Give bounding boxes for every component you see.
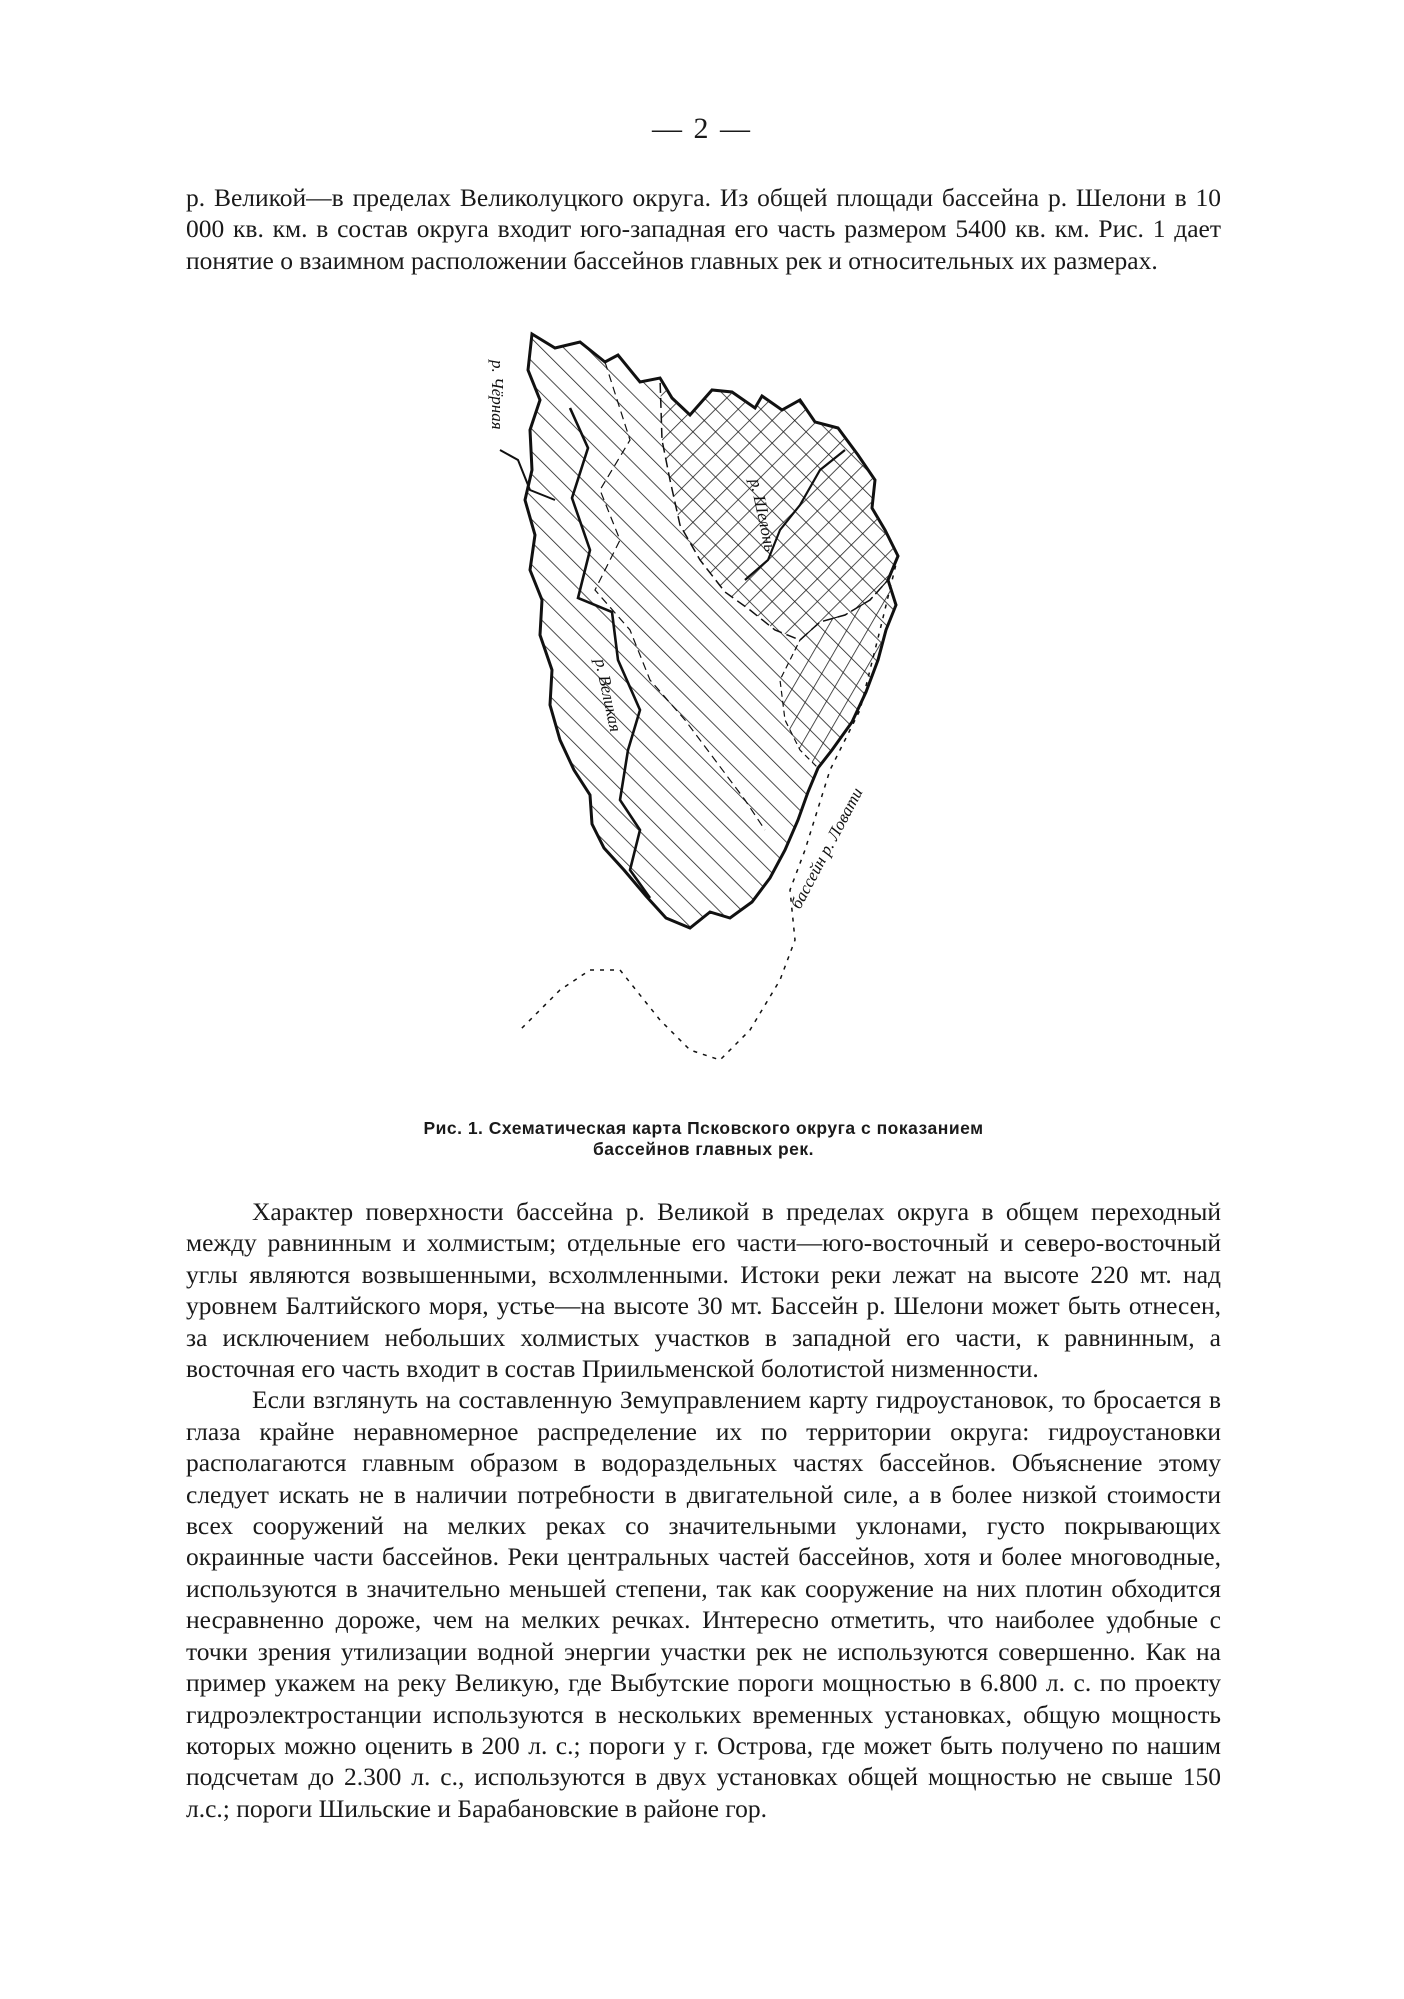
label-center-river: р. Великая: [591, 656, 626, 734]
schematic-map: [488, 330, 970, 1100]
caption-line-1: Рис. 1. Схематическая карта Псковского округа с показанием: [423, 1118, 984, 1138]
label-right-basin: бассейн р. Ловати: [786, 784, 867, 912]
intro-text: р. Великой—в пределах Великолуцкого округа. Из общей площади бассейна р. Шелони в 10 000 кв. км. в состав округа входит юго-западная его часть размером 5400 кв. км. Рис. 1 дает понятие о взаимном расположении бассейнов главных рек и относительных их размерах.: [186, 183, 1221, 275]
body-text: [186, 1196, 1221, 1824]
caption-line-2: бассейнов главных рек.: [593, 1139, 814, 1159]
body-paragraph-1: Характер поверхности бассейна р. Великой в пределах округа в общем переходный между равнинным и холмистым; отдельные его части—юго-восточный и северо-восточный углы являются возвышенными, всхолмленными. Истоки реки лежат на высоте 220 мт. над уровнем Балтийского моря, устье—на высоте 30 мт. Бассейн р. Шелони может быть отнесен, за исключением небольших холмистых участков в западной его части, к равнинным, а восточная его часть входит в состав Приильменской болотистой низменности.: [186, 1197, 1221, 1384]
body-paragraph-2: Если взглянуть на составленную Земуправлением карту гидроустановок, то бросается в глаза крайне неравномерное распределение их по территории округа: гидроустановки располагаются главным образом в водораздельных частях бассейнов. Объяснение этому следует искать не в наличии потребности в двигательной силе, а в более низкой стоимости всех сооружений на мелких реках со значительными уклонами, густо покрывающих окраинные части бассейнов. Реки центральных частей бассейнов, хотя и более многоводные, используются в значительно меньшей степени, так как сооружение на них плотин обходится несравненно дороже, чем на мелких речках. Интересно отметить, что наиболее удобные с точки зрения утилизации водной энергии участки рек не используются совершенно. Как на пример укажем на реку Великую, где Выбутские пороги мощностью в 6.800 л. с. по проекту гидроэлектростанции используются в нескольких временных установках, общую мощность которых можно оценить в 200 л. с.; пороги у г. Острова, где может быть получено по нашим подсчетам до 2.300 л. с., используются в двух установках общей мощностью не свыше 150 л.с.; пороги Шильские и Барабановские в районе гор.: [186, 1385, 1221, 1823]
page-number: — 2 —: [652, 112, 752, 145]
intro-paragraph: [186, 182, 1221, 276]
label-top-left-river: р. Чёрная: [488, 360, 507, 430]
label-upper-right-river: р. Шелонь: [746, 476, 781, 554]
figure-caption: [186, 1118, 1221, 1160]
figure-map: [488, 330, 970, 1100]
